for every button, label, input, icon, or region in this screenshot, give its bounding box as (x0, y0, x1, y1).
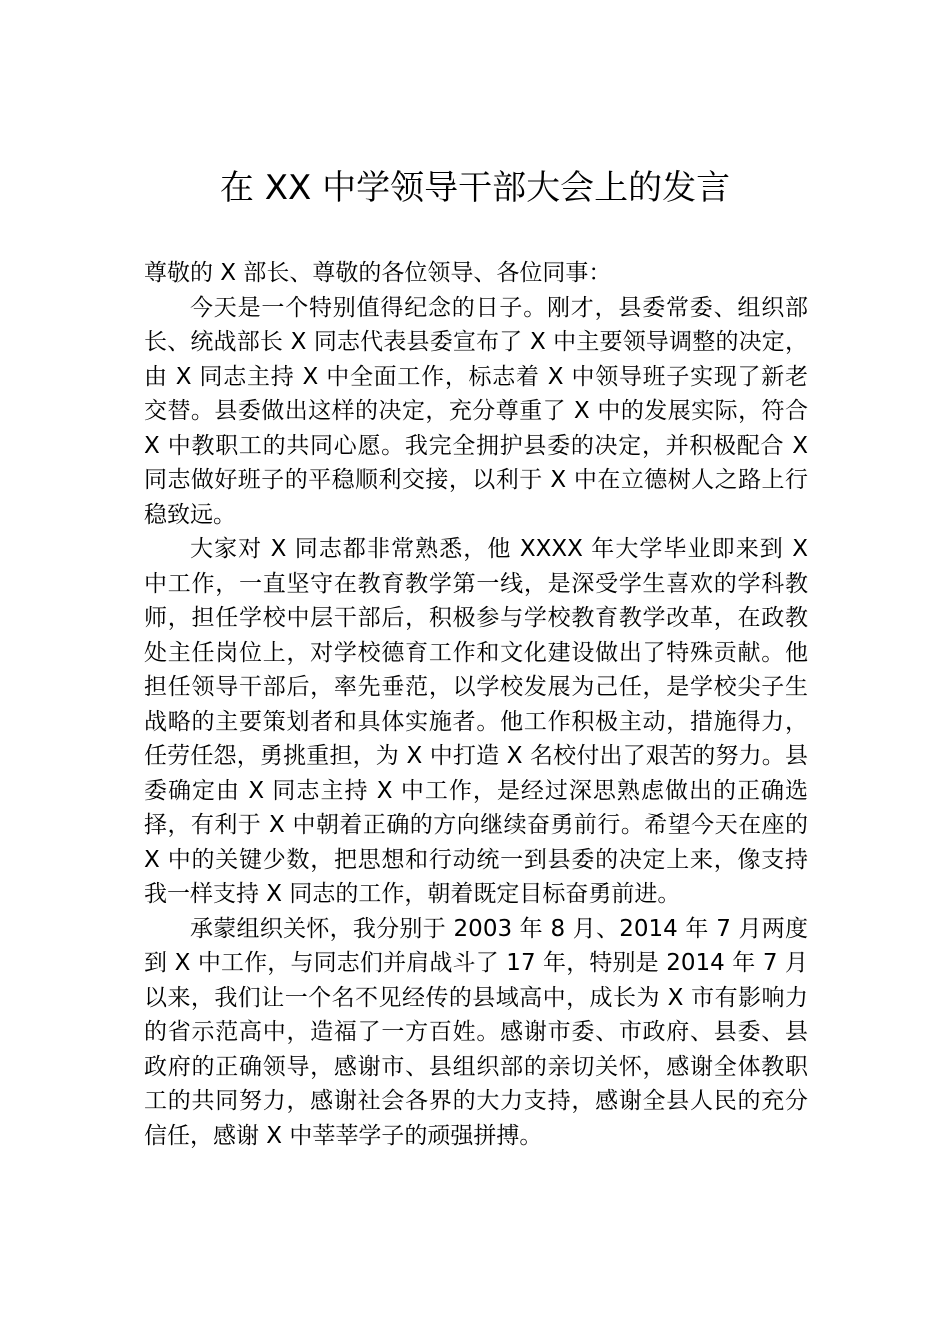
paragraph-2: 大家对 X 同志都非常熟悉，他 XXXX 年大学毕业即来到 X 中工作，一直坚守在教育教学第一线，是深受学生喜欢的学科教师，担任学校中层干部后，积极参与学校教育教学改革，在政教处主任岗位上，对学校德育工作和文化建设做出了特殊贡献。他担任领导干部后，率先垂范，以学校发展为己任，是学校尖子生战略的主要策划者和具体实施者。他工作积极主动，措施得力，任劳任怨，勇挑重担，为 X 中打造 X 名校付出了艰苦的努力。县委确定由 X 同志主持 X 中工作，是经过深思熟虑做出的正确选择，有利于 X 中朝着正确的方向继续奋勇前行。希望今天在座的 X 中的关键少数，把思想和行动统一到县委的决定上来，像支持我一样支持 X 同志的工作，朝着既定目标奋勇前进。 (144, 536, 808, 907)
salutation: 尊敬的 X 部长、尊敬的各位领导、各位同事： (144, 260, 612, 286)
document-title: 在 XX 中学领导干部大会上的发言 (219, 168, 731, 208)
paragraph-3: 承蒙组织关怀，我分别于 2003 年 8 月、2014 年 7 月两度到 X 中工作，与同志们并肩战斗了 17 年，特别是 2014 年 7 月以来，我们让一个名不见经传的县域高中，成长为 X 市有影响力的省示范高中，造福了一方百姓。感谢市委、市政府、县委、县政府的正确领导，感谢市、县组织部的亲切关怀，感谢全体教职工的共同努力，感谢社会各界的大力支持，感谢全县人民的充分信任，感谢 X 中莘莘学子的顽强拼搏。 (144, 915, 808, 1149)
paragraph-1: 今天是一个特别值得纪念的日子。刚才，县委常委、组织部长、统战部长 X 同志代表县委宣布了 X 中主要领导调整的决定，由 X 同志主持 X 中全面工作，标志着 X 中领导班子实现了新老交替。县委做出这样的决定，充分尊重了 X 中的发展实际，符合 X 中教职工的共同心愿。我完全拥护县委的决定，并积极配合 X 同志做好班子的平稳顺利交接，以利于 X 中在立德树人之路上行稳致远。 (144, 294, 808, 528)
document-body (144, 256, 808, 1153)
